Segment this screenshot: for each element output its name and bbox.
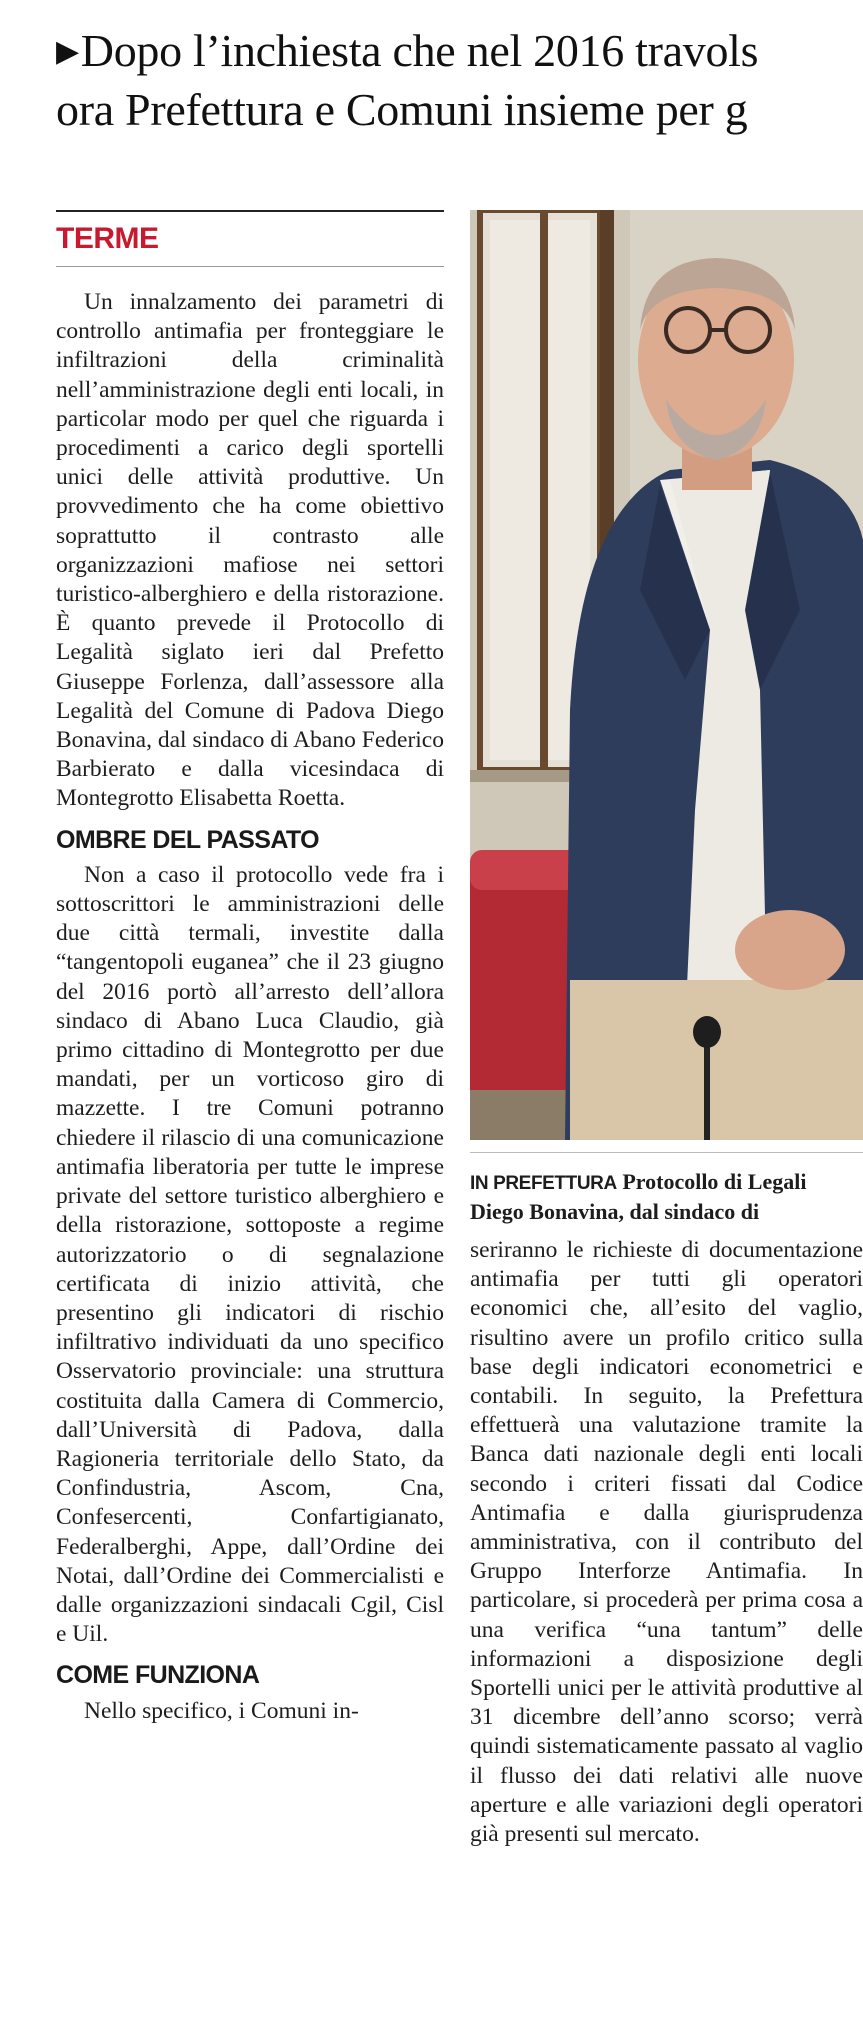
photo-man-in-office [470, 210, 863, 1140]
paragraph-3: Nello specifico, i Comuni in- [84, 1697, 359, 1724]
subheading-ombre: OMBRE DEL PASSATO [56, 825, 319, 854]
paragraph-2: Non a caso il protocollo vede fra i sottoscrittori le amministrazioni delle due città termali, investite dalla “tangentopoli euganea” che il 23 giugno del 2016 portò all’arresto dell’allora sindaco di Abano Luca Claudio, già primo cittadino di Montegrotto per due mandati, per un vorticoso giro di mazzette. I tre Comuni potranno chiedere il rilascio di una comunicazione antimafia liberatoria per tutte le imprese private del settore turistico alberghiero e della ristorazione, sottoposte a regime autorizzatorio o di segnalazione certificata di inizio attività, che presentino gli indicatori di rischio infiltrativo individuati da uno specifico Osservatorio provinciale: una struttura costituita dalla Camera di Commercio, dall’Università di Padova, dalla Ragioneria territoriale dello Stato, da Confindustria, Ascom, Cna, Confesercenti, Confartigianato, Federalberghi, Appe, dall’Ordine dei Notai, dall’Ordine dei Commercialisti e dalle organizzazioni sindacali Cgil, Cisl e Uil. [56, 861, 444, 1648]
caption-label: IN PREFETTURA [470, 1173, 617, 1194]
headline-line-2: ora Prefettura e Comuni insieme per g [56, 84, 748, 135]
headline [56, 22, 863, 139]
paragraph-4: seriranno le richieste di documentazione antimafia per tutti gli operatori economici che, all’esito del vaglio, risultino avere un profilo critico sulla base degli indicatori econometrici e contabili. In seguito, la Prefettura effettuerà una valutazione tramite la Banca dati nazionale degli enti locali secondo i criteri fissati dal Codice Antimafia e dalla giurisprudenza amministrativa, con il contributo del Gruppo Interforze Antimafia. In particolare, si procederà per prima cosa a una verifica “una tantum” delle informazioni a disposizione degli Sportelli unici per le attività produttive al 31 dicembre dell’anno scorso; verrà quindi sistematicamente passato al vaglio il flusso dei dati relativi alle nuove aperture e alle variazioni degli operatori già presenti sul mercato. [470, 1237, 863, 1848]
caption-line-2: Diego Bonavina, dal sindaco di [470, 1199, 760, 1224]
article-column-2 [470, 1236, 863, 1849]
kicker-rule [56, 266, 444, 267]
paragraph-1: Un innalzamento dei parametri di controllo antimafia per fronteggiare le infiltrazioni della criminalità nell’amministrazione degli enti locali, in particolar modo per quel che riguarda i procedimenti a carico degli sportelli unici delle attività produttive. Un provvedimento che ha come obiettivo soprattutto il contrasto alle organizzazioni mafiose nei settori turistico-alberghiero e della ristorazione. È quanto prevede il Protocollo di Legalità siglato ieri dal Prefetto Giuseppe Forlenza, dall’assessore alla Legalità del Comune di Padova Diego Bonavina, dal sindaco di Abano Federico Barbierato e dalla vicesindaca di Montegrotto Elisabetta Roetta. [56, 289, 444, 812]
article-photo [470, 210, 863, 1140]
caption-line-1 [470, 1168, 863, 1198]
headline-line-1 [56, 22, 863, 81]
photo-caption [470, 1168, 863, 1226]
section-kicker: TERME [56, 222, 159, 255]
caption-rule [470, 1152, 863, 1153]
subheading-come-funziona: COME FUNZIONA [56, 1661, 260, 1690]
article-column-1 [56, 288, 444, 1726]
triangle-bullet-icon: ▶ [56, 34, 79, 69]
headline-text-1: Dopo l’inchiesta che nel 2016 travols [80, 25, 759, 76]
caption-text-1: Protocollo di Legali [622, 1169, 807, 1194]
section-rule [56, 210, 444, 212]
